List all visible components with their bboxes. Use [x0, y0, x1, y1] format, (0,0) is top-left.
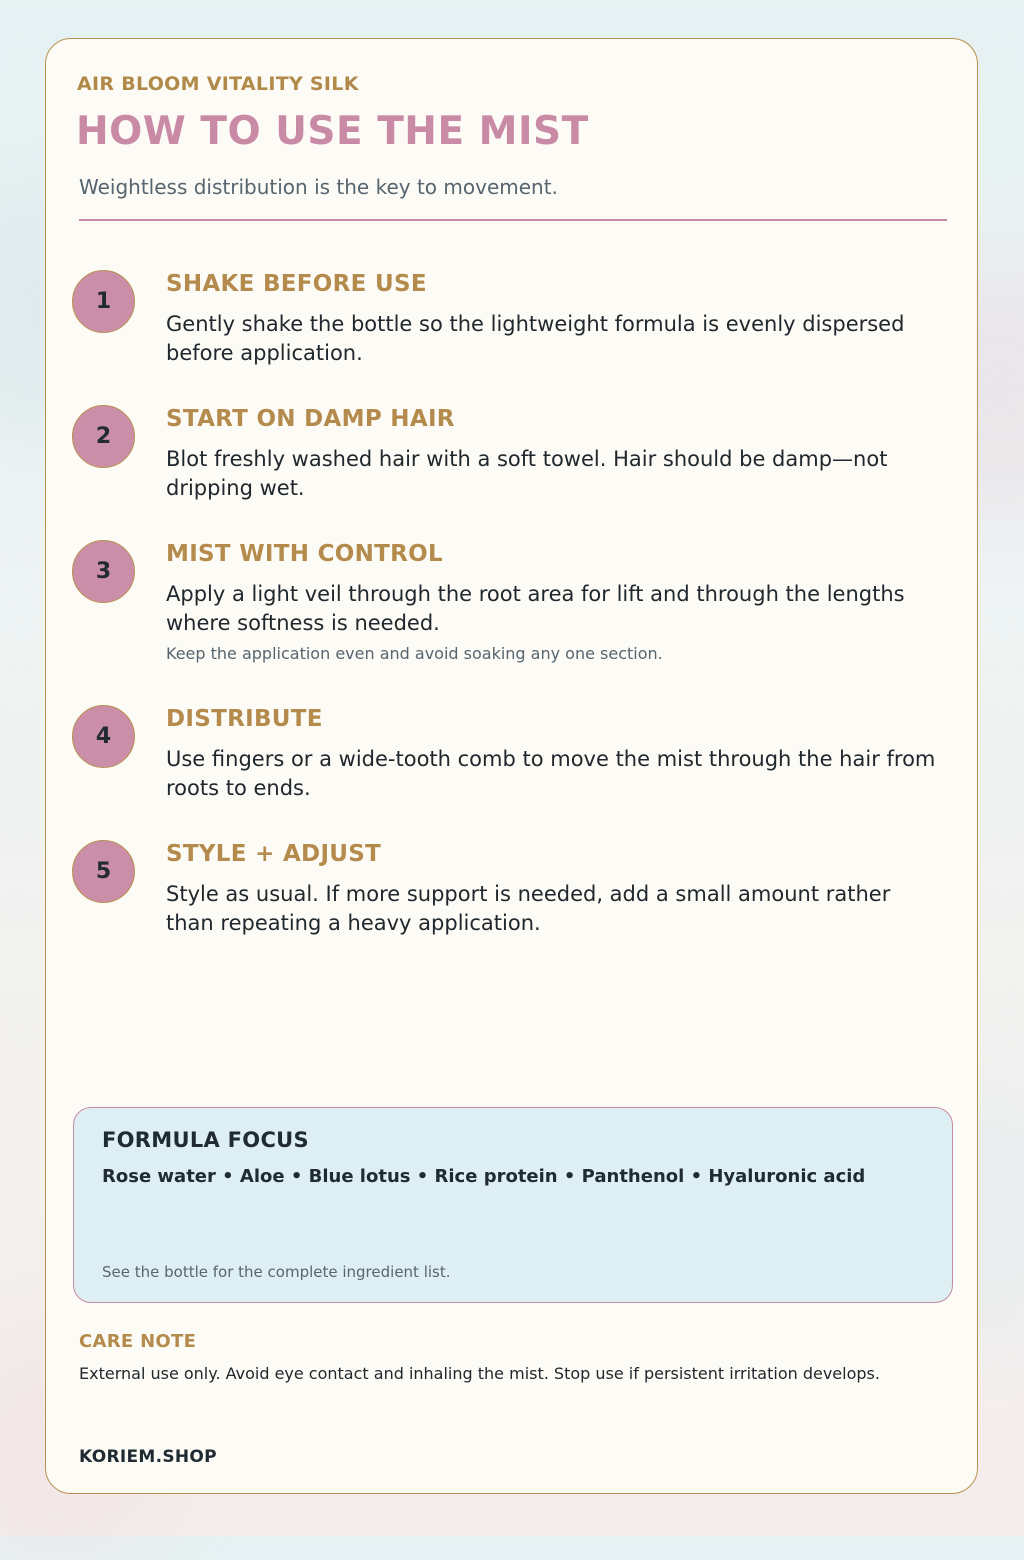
product-name: AIR BLOOM VITALITY SILK — [77, 73, 359, 95]
formula-title: FORMULA FOCUS — [102, 1128, 309, 1152]
step-number-badge: 4 — [72, 705, 135, 768]
care-note-title: CARE NOTE — [79, 1331, 197, 1352]
step-body: Gently shake the bottle so the lightweight formula is evenly dispersed before application. — [166, 312, 905, 365]
instruction-card — [45, 38, 978, 1494]
ingredient-list: Rose water • Aloe • Blue lotus • Rice protein • Panthenol • Hyaluronic acid — [102, 1166, 866, 1187]
shop-website: KORIEM.SHOP — [79, 1447, 217, 1467]
formula-focus-box — [73, 1107, 953, 1303]
step-title: MIST WITH CONTROL — [166, 541, 443, 567]
step-title: SHAKE BEFORE USE — [166, 271, 427, 297]
step-number-badge: 5 — [72, 840, 135, 903]
step-body: Blot freshly washed hair with a soft towel. Hair should be damp—not dripping wet. — [166, 447, 888, 500]
care-note-body: External use only. Avoid eye contact and inhaling the mist. Stop use if persistent irritation develops. — [79, 1364, 880, 1383]
step-body: Use fingers or a wide-tooth comb to move the mist through the hair from roots to ends. — [166, 747, 936, 800]
step-title: DISTRIBUTE — [166, 706, 323, 732]
step-title: START ON DAMP HAIR — [166, 406, 455, 432]
step-body: Apply a light veil through the root area for lift and through the lengths where softness is needed. — [166, 582, 905, 635]
step-number-badge: 1 — [72, 270, 135, 333]
step-body: Style as usual. If more support is needed, add a small amount rather than repeating a heavy application. — [166, 882, 891, 935]
page-subtitle: Weightless distribution is the key to movement. — [79, 175, 558, 199]
step-note: Keep the application even and avoid soaking any one section. — [166, 644, 663, 663]
formula-note: See the bottle for the complete ingredient list. — [102, 1263, 451, 1281]
step-title: STYLE + ADJUST — [166, 841, 382, 867]
page-title: HOW TO USE THE MIST — [76, 109, 589, 154]
step-number-badge: 3 — [72, 540, 135, 603]
step-number-badge: 2 — [72, 405, 135, 468]
header-divider — [79, 219, 947, 221]
